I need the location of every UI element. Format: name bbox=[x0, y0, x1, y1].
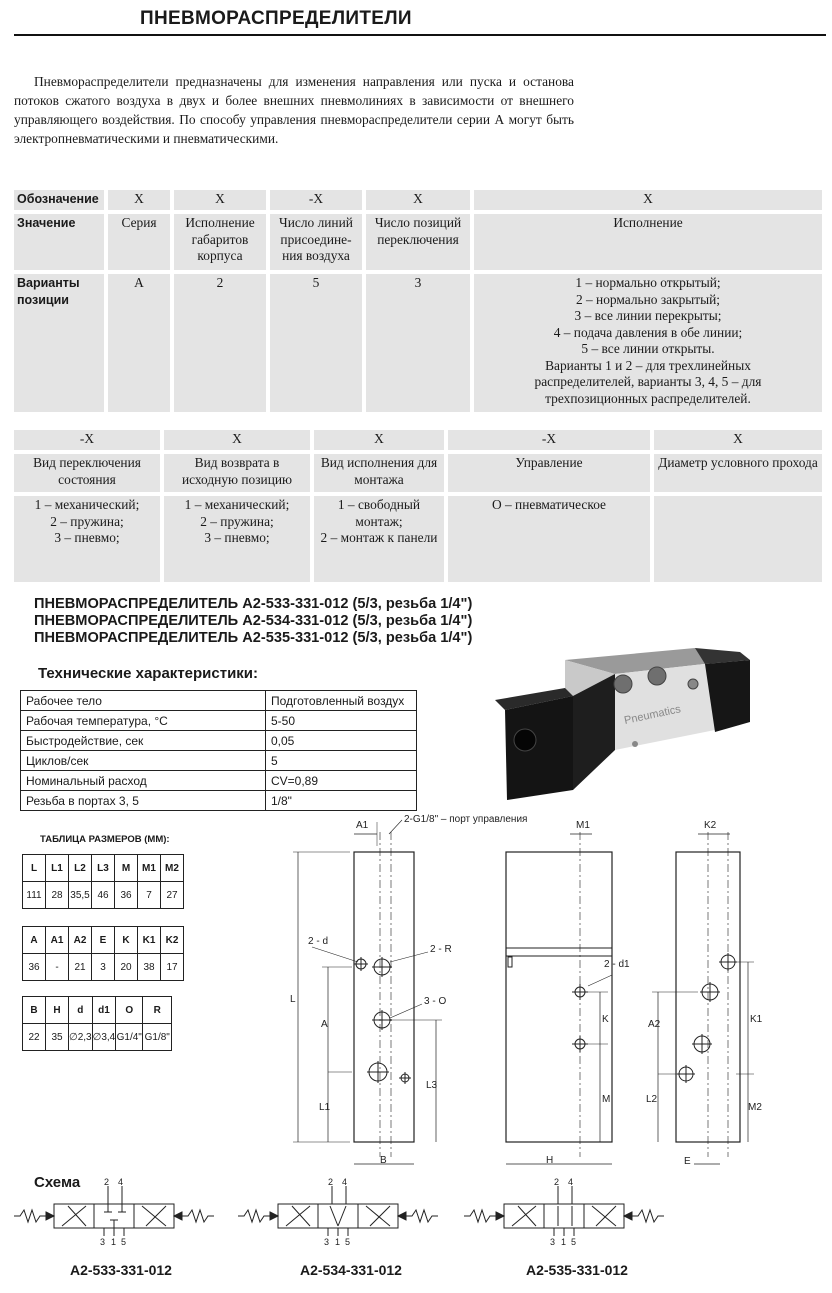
variant-cell: 2 bbox=[174, 274, 266, 412]
model-titles bbox=[34, 596, 472, 647]
size-header: A1 bbox=[46, 927, 69, 954]
option-line: 3 – все линии перекрыты; bbox=[574, 308, 722, 323]
port-label: 5 bbox=[121, 1237, 127, 1247]
dim-label: L2 bbox=[646, 1094, 658, 1105]
photo-brand: Pneumatics bbox=[623, 703, 682, 727]
row-label-designation: Обозначение bbox=[14, 190, 104, 210]
dim-label: M bbox=[602, 1094, 611, 1105]
dim-label: 3 - O bbox=[424, 996, 447, 1007]
size-header: E bbox=[92, 927, 115, 954]
option-line: 3 – пневмо; bbox=[204, 530, 270, 545]
option-note: Варианты 1 и 2 – для трехлинейных распределителей, варианты 3, 4, 5 – для трехпозиционных распределителей. bbox=[534, 357, 762, 406]
intro-paragraph: Пневмораспределители предназначены для изменения направления или пуска и останова потоков сжатого воздуха в двух и более внешних пневмолиниях в зависимости от внешнего управляющего воздействия. По способу управления пневмораспределители серии А могут быть электропневматическими и пневматическими. bbox=[14, 74, 574, 146]
dim-label: M2 bbox=[748, 1102, 762, 1113]
size-value: 21 bbox=[69, 954, 92, 981]
option-line: 2 – нормально закрытый; bbox=[575, 291, 721, 307]
size-value: 35,5 bbox=[69, 882, 92, 909]
size-table-3 bbox=[22, 996, 172, 1051]
meaning-cell: Вид возврата в исходную позицию bbox=[164, 454, 310, 492]
spec-value: CV=0,89 bbox=[266, 771, 417, 791]
port-label: 1 bbox=[111, 1237, 117, 1247]
dim-label: L bbox=[290, 994, 296, 1005]
tech-spec-table bbox=[20, 690, 417, 811]
model-title: ПНЕВМОРАСПРЕДЕЛИТЕЛЬ А2-534-331-012 (5/3, резьба 1/4") bbox=[34, 613, 473, 629]
size-value: 111 bbox=[23, 882, 46, 909]
size-value: 36 bbox=[23, 954, 46, 981]
meaning-cell: Вид переключения состояния bbox=[14, 454, 160, 492]
size-header: L bbox=[23, 855, 46, 882]
option-line: 1 – нормально открытый; bbox=[575, 275, 721, 290]
spec-name: Рабочее тело bbox=[21, 691, 266, 711]
meaning-cell: Число линий присоедине-ния воздуха bbox=[270, 214, 362, 270]
size-header: M1 bbox=[138, 855, 161, 882]
spec-value: 0,05 bbox=[266, 731, 417, 751]
designation-cell: X bbox=[108, 190, 170, 210]
size-header: O bbox=[116, 997, 143, 1024]
size-header: d bbox=[69, 997, 93, 1024]
port-label: 4 bbox=[568, 1177, 574, 1187]
option-line: 2 – монтаж к панели bbox=[320, 530, 438, 545]
dim-label: K1 bbox=[750, 1014, 763, 1025]
size-value: 20 bbox=[115, 954, 138, 981]
size-value: - bbox=[46, 954, 69, 981]
size-value: 17 bbox=[161, 954, 184, 981]
dim-label: B bbox=[380, 1155, 387, 1166]
spec-value: 5 bbox=[266, 751, 417, 771]
spec-value: 1/8" bbox=[266, 791, 417, 811]
model-title: ПНЕВМОРАСПРЕДЕЛИТЕЛЬ А2-533-331-012 (5/3, резьба 1/4") bbox=[34, 596, 473, 612]
row-label-meaning: Значение bbox=[14, 214, 104, 270]
spec-name: Циклов/сек bbox=[21, 751, 266, 771]
dim-label: 2 - R bbox=[430, 944, 452, 955]
size-header: d1 bbox=[92, 997, 116, 1024]
port-label: 5 bbox=[345, 1237, 351, 1247]
table-row bbox=[21, 731, 417, 751]
port-label: 1 bbox=[335, 1237, 341, 1247]
dim-label: 2 - d1 bbox=[604, 959, 630, 970]
size-value: ∅2,3 bbox=[69, 1024, 93, 1051]
spec-name: Резьба в портах 3, 5 bbox=[21, 791, 266, 811]
size-value: 46 bbox=[92, 882, 115, 909]
dim-label: K bbox=[602, 1014, 609, 1025]
options-cell bbox=[314, 496, 444, 582]
port-label: 4 bbox=[118, 1177, 124, 1187]
page-title: ПНЕВМОРАСПРЕДЕЛИТЕЛИ bbox=[140, 8, 412, 29]
spec-name: Быстродействие, сек bbox=[21, 731, 266, 751]
option-line: 1 – свободный монтаж; bbox=[337, 497, 421, 529]
table-row bbox=[21, 751, 417, 771]
schema-name: А2-533-331-012 bbox=[70, 1262, 172, 1278]
table-row bbox=[21, 771, 417, 791]
dim-label: E bbox=[684, 1156, 691, 1167]
schematic-533 bbox=[14, 1186, 214, 1236]
spec-name: Номинальный расход bbox=[21, 771, 266, 791]
option-line: O – пневматическое bbox=[491, 497, 606, 512]
port-control-label: 2-G1/8" – порт управления bbox=[404, 814, 528, 825]
dim-label: A2 bbox=[648, 1019, 661, 1030]
spec-value: 5-50 bbox=[266, 711, 417, 731]
size-table-2 bbox=[22, 926, 184, 981]
size-table-caption: ТАБЛИЦА РАЗМЕРОВ (ММ): bbox=[40, 834, 170, 845]
table-row bbox=[21, 791, 417, 811]
options-cell bbox=[164, 496, 310, 582]
variant-cell: 5 bbox=[270, 274, 362, 412]
option-line: 1 – механический; bbox=[34, 497, 140, 512]
port-label: 2 bbox=[554, 1177, 560, 1187]
options-cell bbox=[448, 496, 650, 582]
tech-spec-title: Технические характеристики: bbox=[38, 665, 259, 682]
spec-name: Рабочая температура, °С bbox=[21, 711, 266, 731]
size-value: 7 bbox=[138, 882, 161, 909]
table-row bbox=[21, 691, 417, 711]
designation-table-1 bbox=[10, 186, 826, 416]
designation-table-2 bbox=[10, 426, 826, 586]
size-value: G1/4" bbox=[116, 1024, 143, 1051]
size-value: 28 bbox=[46, 882, 69, 909]
dimension-drawing bbox=[290, 812, 763, 1172]
meaning-cell: Число позиций переключения bbox=[366, 214, 470, 270]
designation-cell: -X bbox=[448, 430, 650, 450]
size-header: B bbox=[23, 997, 46, 1024]
designation-cell: X bbox=[164, 430, 310, 450]
options-cell bbox=[14, 496, 160, 582]
size-header: A2 bbox=[69, 927, 92, 954]
dim-label: M1 bbox=[576, 820, 590, 831]
schema-name: А2-535-331-012 bbox=[526, 1262, 628, 1278]
size-header: K2 bbox=[161, 927, 184, 954]
port-label: 5 bbox=[571, 1237, 577, 1247]
size-value: G1/8" bbox=[143, 1024, 172, 1051]
port-label: 1 bbox=[561, 1237, 567, 1247]
valve-schematics bbox=[10, 1176, 700, 1246]
title-divider bbox=[14, 34, 826, 36]
port-label: 3 bbox=[550, 1237, 556, 1247]
meaning-cell: Исполнение bbox=[474, 214, 822, 270]
variant-cell: A bbox=[108, 274, 170, 412]
row-label-variants: Варианты позиции bbox=[14, 274, 104, 412]
size-value: 27 bbox=[161, 882, 184, 909]
size-header: K1 bbox=[138, 927, 161, 954]
schematic-535 bbox=[464, 1186, 664, 1236]
valve-photo bbox=[495, 640, 750, 805]
execution-options-cell bbox=[474, 274, 822, 412]
variant-cell: 3 bbox=[366, 274, 470, 412]
size-header: H bbox=[46, 997, 69, 1024]
schema-title: Схема bbox=[34, 1174, 81, 1191]
size-header: L3 bbox=[92, 855, 115, 882]
size-value: ∅3,4 bbox=[92, 1024, 116, 1051]
size-header: M bbox=[115, 855, 138, 882]
dim-label: A bbox=[321, 1019, 328, 1030]
port-label: 3 bbox=[324, 1237, 330, 1247]
designation-cell: X bbox=[174, 190, 266, 210]
schema-name: А2-534-331-012 bbox=[300, 1262, 402, 1278]
option-line: 3 – пневмо; bbox=[54, 530, 120, 545]
designation-cell: X bbox=[314, 430, 444, 450]
dim-label: 2 - d bbox=[308, 936, 329, 947]
dim-label: K2 bbox=[704, 820, 717, 831]
model-title: ПНЕВМОРАСПРЕДЕЛИТЕЛЬ А2-535-331-012 (5/3, резьба 1/4") bbox=[34, 630, 473, 646]
option-line: 2 – пружина; bbox=[200, 513, 274, 529]
meaning-cell: Исполнение габаритов корпуса bbox=[174, 214, 266, 270]
dim-label: L1 bbox=[319, 1102, 331, 1113]
size-header: R bbox=[143, 997, 172, 1024]
size-header: A bbox=[23, 927, 46, 954]
option-line: 1 – механический; bbox=[184, 497, 290, 512]
meaning-cell: Диаметр условного прохода bbox=[654, 454, 822, 492]
size-header: L2 bbox=[69, 855, 92, 882]
option-line: 2 – пружина; bbox=[50, 513, 124, 529]
designation-cell: -X bbox=[14, 430, 160, 450]
size-table-1 bbox=[22, 854, 184, 909]
dim-label: H bbox=[546, 1155, 554, 1166]
designation-cell: -X bbox=[270, 190, 362, 210]
meaning-cell: Вид исполнения для монтажа bbox=[314, 454, 444, 492]
designation-cell: X bbox=[474, 190, 822, 210]
size-value: 38 bbox=[138, 954, 161, 981]
size-header: L1 bbox=[46, 855, 69, 882]
port-label: 3 bbox=[100, 1237, 106, 1247]
size-value: 22 bbox=[23, 1024, 46, 1051]
size-header: K bbox=[115, 927, 138, 954]
size-value: 3 bbox=[92, 954, 115, 981]
size-value: 36 bbox=[115, 882, 138, 909]
port-label: 4 bbox=[342, 1177, 348, 1187]
designation-cell: X bbox=[654, 430, 822, 450]
dim-label: A1 bbox=[356, 820, 369, 831]
size-value: 35 bbox=[46, 1024, 69, 1051]
option-line: 5 – все линии открыты. bbox=[581, 341, 715, 356]
dim-label: L3 bbox=[426, 1080, 438, 1091]
option-line: 4 – подача давления в обе линии; bbox=[553, 324, 743, 340]
port-label: 2 bbox=[104, 1177, 110, 1187]
port-label: 2 bbox=[328, 1177, 334, 1187]
designation-cell: X bbox=[366, 190, 470, 210]
options-cell bbox=[654, 496, 822, 582]
meaning-cell: Серия bbox=[108, 214, 170, 270]
meaning-cell: Управление bbox=[448, 454, 650, 492]
spec-value: Подготовленный воздух bbox=[266, 691, 417, 711]
schematic-534 bbox=[238, 1186, 438, 1236]
size-header: M2 bbox=[161, 855, 184, 882]
table-row bbox=[21, 711, 417, 731]
